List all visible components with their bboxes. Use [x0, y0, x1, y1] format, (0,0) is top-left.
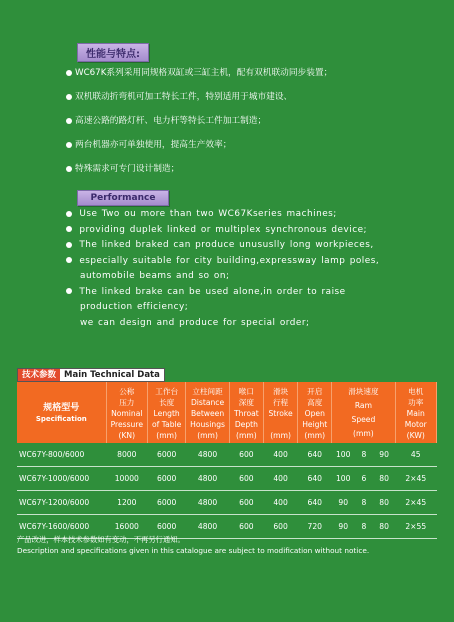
bullet-icon: [66, 242, 72, 248]
cell-distance: 4800: [186, 491, 230, 515]
header-throat: 喉口 深度 Throat Depth (mm): [229, 382, 263, 443]
cell-ram-speed-2: 8: [355, 515, 374, 539]
list-item: 特殊需求可专门设计制造；: [66, 157, 436, 181]
cell-ram-speed-2: 6: [355, 467, 374, 491]
notes: [17, 534, 369, 556]
cell-ram-speed-1: 90: [332, 515, 355, 539]
cell-model: WC67Y-800/6000: [17, 443, 106, 467]
features-cn-title: 性能与特点:: [77, 43, 149, 62]
bullet-icon: [66, 166, 72, 172]
technical-title-en: Main Technical Data: [60, 369, 164, 381]
cell-model: WC67Y-1200/6000: [17, 491, 106, 515]
header-stroke: 滑块 行程 Stroke (mm): [263, 382, 297, 443]
cell-ram-speed-3: 80: [373, 491, 395, 515]
cell-open-height: 640: [298, 443, 332, 467]
cell-stroke: 400: [263, 443, 297, 467]
features-en-title: Performance: [77, 190, 169, 206]
list-item-continuation: we can design and produce for special order;: [80, 317, 310, 328]
technical-title-cn: 技术参数: [18, 369, 60, 381]
cell-ram-speed-1: 100: [332, 443, 355, 467]
list-item-continuation: automobile beams and so on;: [80, 271, 230, 281]
list-item: especially suitable for city building,expressway lamp poles,: [66, 254, 446, 270]
list-item: 两台机器亦可单独使用，提高生产效率；: [66, 133, 436, 157]
cell-throat: 600: [229, 467, 263, 491]
list-item: WC67K系列采用同规格双缸或三缸主机，配有双机联动同步装置；: [66, 61, 436, 85]
table-row: [17, 491, 437, 515]
note-en: Description and specifications given in this catalogue are subject to modification without notice.: [17, 546, 370, 555]
header-ram-speed: 滑块速度 Ram Speed (mm): [332, 382, 395, 443]
cell-motor: 2×45: [395, 491, 437, 515]
cell-throat: 600: [229, 515, 263, 539]
features-en-list: [66, 207, 446, 331]
bullet-icon: [66, 70, 72, 76]
cell-ram-speed-2: 8: [355, 443, 374, 467]
cell-open-height: 720: [298, 515, 332, 539]
cell-open-height: 640: [298, 467, 332, 491]
header-specification: 规格型号 Specification: [17, 382, 106, 443]
cell-open-height: 640: [298, 491, 332, 515]
cell-distance: 4800: [186, 467, 230, 491]
cell-throat: 600: [229, 443, 263, 467]
cell-motor: 45: [395, 443, 437, 467]
list-item: 双机联动折弯机可加工特长工件，特别适用于城市建设、: [66, 85, 436, 109]
cell-model: WC67Y-1000/6000: [17, 467, 106, 491]
note-cn: 产品改进，样本技术参数如有变动，不再另行通知。: [17, 535, 185, 544]
table-row: [17, 467, 437, 491]
bullet-icon: [66, 142, 72, 148]
technical-data-table: [17, 382, 437, 539]
list-item: providing duplek linked or multiplex synchronous device;: [66, 223, 446, 239]
header-pressure: 公称 压力 Nominal Pressure (KN): [106, 382, 147, 443]
cell-ram-speed-3: 90: [373, 443, 395, 467]
cell-motor: 2×55: [395, 515, 437, 539]
header-open-height: 开启 高度 Open Height (mm): [298, 382, 332, 443]
cell-distance: 4800: [186, 515, 230, 539]
list-item: Use Two ou more than two WC67Kseries machines;: [66, 207, 446, 223]
list-item: 高速公路的路灯杆、电力杆等特长工件加工制造；: [66, 109, 436, 133]
cell-pressure: 10000: [106, 467, 147, 491]
table-row: [17, 443, 437, 467]
table-header-row: [17, 382, 437, 443]
cell-distance: 4800: [186, 443, 230, 467]
bullet-icon: [66, 257, 72, 263]
bullet-icon: [66, 211, 72, 217]
list-item: The linked brake can be used alone,in order to raise: [66, 285, 446, 301]
cell-table-length: 6000: [148, 467, 186, 491]
cell-table-length: 6000: [148, 515, 186, 539]
cell-stroke: 600: [263, 515, 297, 539]
header-motor: 电机 功率 Main Motor (KW): [395, 382, 437, 443]
cell-table-length: 6000: [148, 443, 186, 467]
list-item-continuation: production efficiency;: [80, 302, 189, 312]
bullet-icon: [66, 94, 72, 100]
cell-stroke: 400: [263, 491, 297, 515]
cell-motor: 2×45: [395, 467, 437, 491]
technical-data-title: [17, 368, 165, 382]
cell-ram-speed-3: 80: [373, 467, 395, 491]
bullet-icon: [66, 118, 72, 124]
cell-ram-speed-1: 90: [332, 491, 355, 515]
header-table-length: 工作台 长度 Length of Table (mm): [148, 382, 186, 443]
cell-pressure: 16000: [106, 515, 147, 539]
header-distance: 立柱间距 Distance Between Housings (mm): [186, 382, 230, 443]
bullet-icon: [66, 226, 72, 232]
cell-throat: 600: [229, 491, 263, 515]
cell-model: WC67Y-1600/6000: [17, 515, 106, 539]
features-cn-list: [66, 61, 436, 181]
cell-ram-speed-1: 100: [332, 467, 355, 491]
cell-table-length: 6000: [148, 491, 186, 515]
cell-stroke: 400: [263, 467, 297, 491]
cell-ram-speed-2: 8: [355, 491, 374, 515]
cell-pressure: 1200: [106, 491, 147, 515]
list-item: The linked braked can produce unususlly long workpieces,: [66, 238, 446, 254]
cell-ram-speed-3: 80: [373, 515, 395, 539]
bullet-icon: [66, 288, 72, 294]
cell-pressure: 8000: [106, 443, 147, 467]
